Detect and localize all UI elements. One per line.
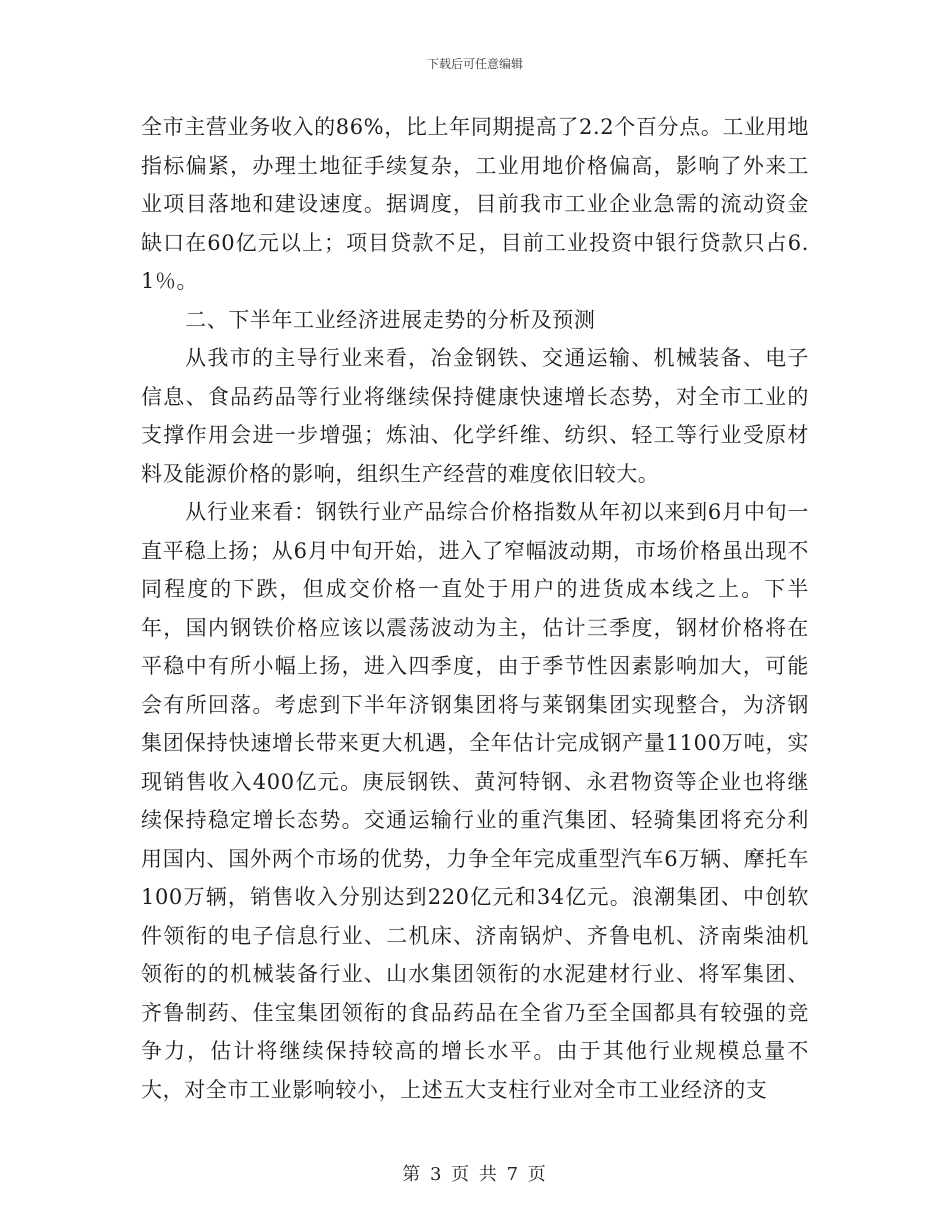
paragraph-1: 全市主营业务收入的86%，比上年同期提高了2.2个百分点。工业用地指标偏紧，办理土地征手续复杂，工业用地价格偏高，影响了外来工业项目落地和建设速度。据调度，目前我市工业企业急需的流动资金缺口在60亿元以上；项目贷款不足，目前工业投资中银行贷款只占6.1％。 [141, 115, 809, 293]
paragraph-2: 从我市的主导行业来看，冶金钢铁、交通运输、机械装备、电子信息、食品药品等行业将继续保持健康快速增长态势，对全市工业的支撑作用会进一步增强；炼油、化学纤维、纺织、轻工等行业受原材料及能源价格的影响，组织生产经营的难度依旧较大。 [141, 346, 809, 486]
paragraph-3: 从行业来看：钢铁行业产品综合价格指数从年初以来到6月中旬一直平稳上扬；从6月中旬开始，进入了窄幅波动期，市场价格虽出现不同程度的下跌，但成交价格一直处于用户的进货成本线之上。下半年，国内钢铁价格应该以震荡波动为主，估计三季度，钢材价格将在平稳中有所小幅上扬，进入四季度，由于季节性因素影响加大，可能会有所回落。考虑到下半年济钢集团将与莱钢集团实现整合，为济钢集团保持快速增长带来更大机遇，全年估计完成钢产量1100万吨，实现销售收入400亿元。庚辰钢铁、黄河特钢、永君物资等企业也将继续保持稳定增长态势。交通运输行业的重汽集团、轻骑集团将充分利用国内、国外两个市场的优势，力争全年完成重型汽车6万辆、摩托车100万辆，销售收入分别达到220亿元和34亿元。浪潮集团、中创软件领衔的电子信息行业、二机床、济南锅炉、齐鲁电机、济南柴油机领衔的的机械装备行业、山水集团领衔的水泥建材行业、将军集团、齐鲁制药、佳宝集团领衔的食品药品在全省乃至全国都具有较强的竞争力，估计将继续保持较高的增长水平。由于其他行业规模总量不大，对全市工业影响较小，上述五大支柱行业对全市工业经济的支 [141, 500, 809, 1102]
document-body [141, 108, 809, 1109]
section-heading: 二、下半年工业经济进展走势的分析及预测 [185, 307, 596, 332]
page-header-note: 下载后可任意编辑 [426, 57, 523, 71]
page-number-footer: 第 3 页 共 7 页 [402, 1164, 548, 1185]
